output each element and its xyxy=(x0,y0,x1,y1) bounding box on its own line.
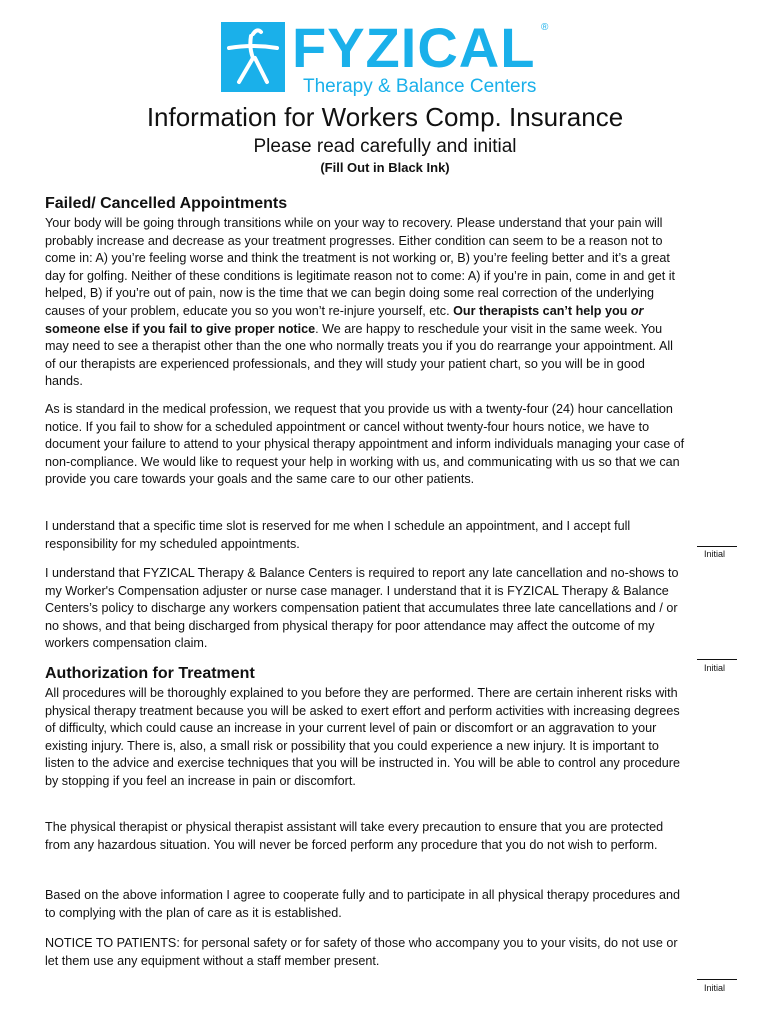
text: or xyxy=(630,303,644,318)
acknowledgement-paragraph-1: I understand that a specific time slot is reserved for me when I schedule an appointment, and I accept full responsibility for my scheduled appointments. xyxy=(45,519,631,551)
logo-wordmark: FYZICAL xyxy=(292,16,536,79)
initial-label-3: Initial xyxy=(704,983,726,993)
authorization-paragraph-3: Based on the above information I agree to cooperate fully and to participate in all physical therapy procedures and to complying with the plan of care as it is established. xyxy=(45,888,680,920)
authorization-paragraph-2: The physical therapist or physical therapist assistant will take every precaution to ensure that you are protected from any hazardous situation. You will never be forced perform any procedure that you do not wish to perform. xyxy=(45,820,664,852)
text: someone else if you fail to give proper notice xyxy=(45,321,316,336)
ink-instruction: (Fill Out in Black Ink) xyxy=(320,160,450,175)
text: Our therapists can’t help you xyxy=(453,303,631,318)
section-heading-cancelled: Failed/ Cancelled Appointments xyxy=(45,195,288,212)
cancellation-paragraph-1 xyxy=(45,215,685,391)
page-title: Information for Workers Comp. Insurance xyxy=(146,102,624,132)
logo-tagline: Therapy & Balance Centers xyxy=(303,76,537,97)
authorization-paragraph-1: All procedures will be thoroughly explained to you before they are performed. There are certain inherent risks with physical therapy treatment because you will be asked to exert effort and perform activities with increasing degrees of difficulty, which could cause an increase in your current level of pain or discomfort or an aggravation to your existing injury. There is, also, a small risk or possibility that you could experience a new injury. It is important to listen to the advice and exercise techniques that you will be instructed in. You will be able to control any procedure by stopping if you feel an increase in pain or discomfort. xyxy=(45,686,680,788)
fyzical-logo-icon xyxy=(221,22,285,92)
initial-label-2: Initial xyxy=(704,663,726,673)
page-subtitle: Please read carefully and initial xyxy=(253,136,517,157)
text: . We are happy to reschedule your visit in the same week. You may need to see a therapist other than the one who normally treats you if you do rearrange your appointment. All of our therapists are experienced professionals, and they will study your patient chart, so you will be in good hands. xyxy=(45,321,673,389)
acknowledgement-paragraph-2: I understand that FYZICAL Therapy & Balance Centers is required to report any late cancellation and no-shows to my Worker's Compensation adjuster or nurse case manager. I understand that it is FYZICAL Therapy & Balance Centers’s policy to discharge any workers compensation patient that accumulates three late cancellations and / or no shows, and that being discharged from physical therapy for poor attendance may affect the outcome of my workers compensation claim. xyxy=(45,566,679,651)
registered-mark: ® xyxy=(541,22,549,33)
text: Your body will be going through transitions while on your way to recovery. Please understand that your pain will probably increase and decrease as your treatment progresses. Either condition can seem to be a reason not to come in: A) you’re feeling worse and think the treatment is not working or, B) you’re feeling better and it’s a great day for golfing. Neither of these conditions is legitimate reason not to come: A) if you’re in pain, come in and get it helped, B) if you’re out of pain, now is the time that we can begin doing some real correction of the underlying causes of your problem, educate you so you won’t re-injure yourself, etc. xyxy=(45,216,676,318)
initial-line-1[interactable] xyxy=(697,546,737,547)
initial-label-1: Initial xyxy=(704,549,726,559)
notice-paragraph: NOTICE TO PATIENTS: for personal safety or for safety of those who accompany you to your visits, do not use or let them use any equipment without a staff member present. xyxy=(45,936,678,968)
section-heading-authorization: Authorization for Treatment xyxy=(45,665,255,682)
initial-line-2[interactable] xyxy=(697,659,737,660)
initial-line-3[interactable] xyxy=(697,979,737,980)
cancellation-paragraph-2: As is standard in the medical profession, we request that you provide us with a twenty-four (24) hour cancellation notice. If you fail to show for a scheduled appointment or cancel without twenty-four hours notice, we have to document your failure to attend to your physical therapy appointment and inform individuals managing your case of non-compliance. We would like to request your help in working with us, and communicating with us so that we can provide you care towards your goals and the same care to our other patients. xyxy=(45,402,685,487)
